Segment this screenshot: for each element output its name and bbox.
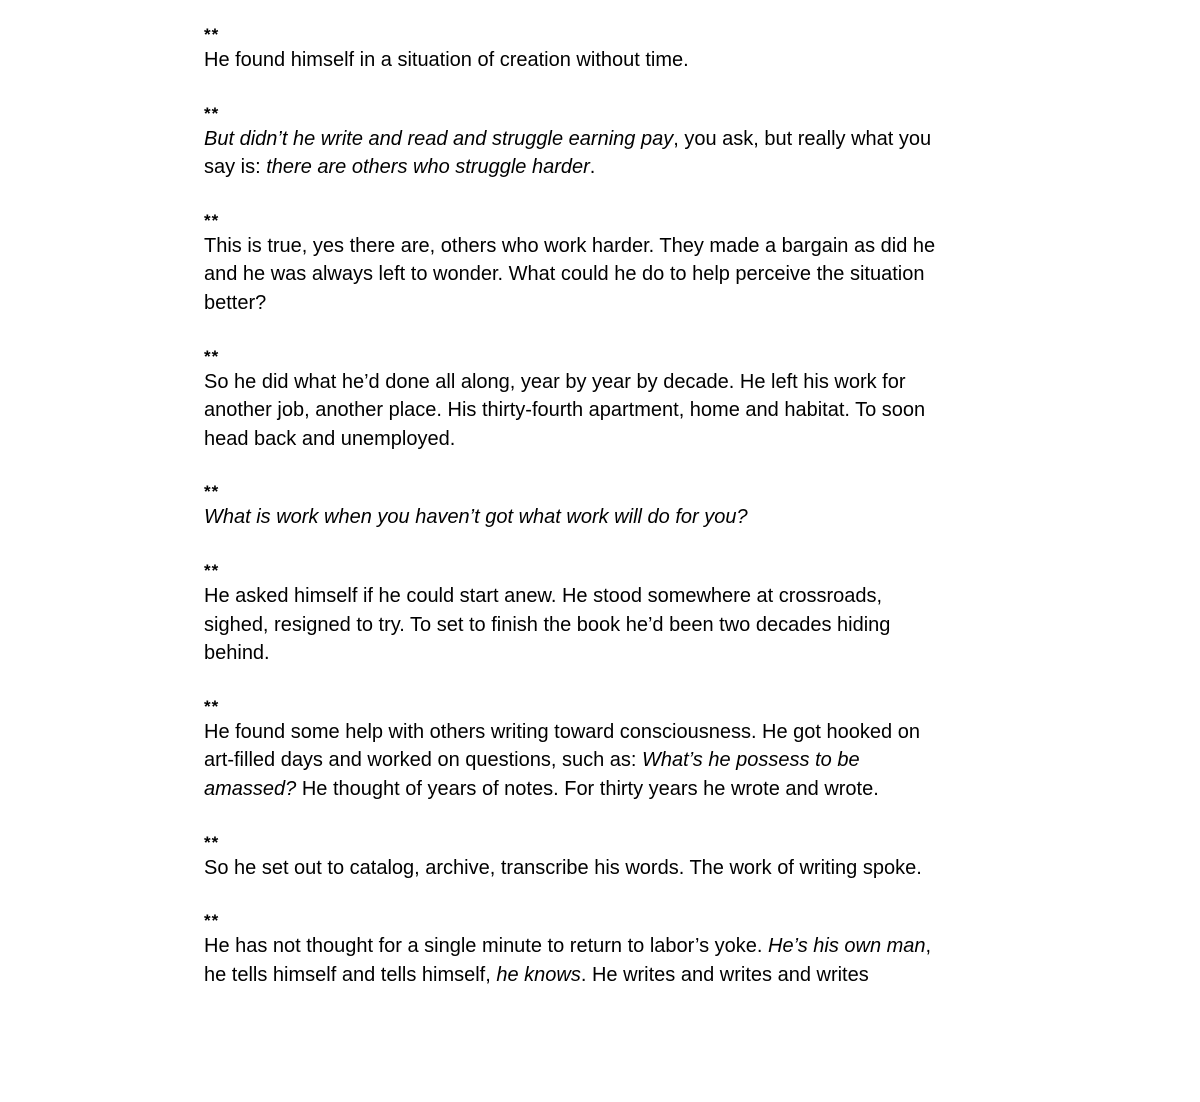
italic-run: But didn’t he write and read and struggle earning pay bbox=[204, 127, 674, 150]
section-separator: ** bbox=[204, 210, 220, 230]
section-separator: ** bbox=[204, 832, 220, 852]
section-separator: ** bbox=[204, 25, 220, 44]
section-8 bbox=[204, 832, 944, 883]
text-run: So he set out to catalog, archive, transcribe his words. The work of writing spoke. bbox=[204, 856, 922, 879]
text-run: . He writes and writes and writes bbox=[580, 963, 869, 986]
paragraph-7 bbox=[204, 718, 944, 804]
paragraph-9 bbox=[204, 932, 944, 989]
paragraph-8 bbox=[204, 854, 944, 883]
section-4 bbox=[204, 346, 944, 454]
text-run: He thought of years of notes. For thirty years he wrote and wrote. bbox=[296, 777, 879, 800]
paragraph-5 bbox=[204, 503, 944, 532]
text-run: This is true, yes there are, others who work harder. They made a bargain as did he and he was always left to wonder. What could he do to help perceive the situation better? bbox=[204, 234, 936, 314]
text-run: He has not thought for a single minute to return to labor’s yoke. bbox=[204, 935, 769, 958]
document-body bbox=[204, 24, 944, 1017]
italic-run: What is work when you haven’t got what work will do for you? bbox=[204, 506, 748, 529]
text-run: , you ask, but really what you say is: bbox=[204, 127, 932, 179]
section-1 bbox=[204, 24, 944, 75]
italic-run: there are others who struggle harder bbox=[266, 156, 590, 179]
paragraph-6 bbox=[204, 582, 944, 668]
italic-run: He’s his own man bbox=[768, 935, 926, 958]
section-separator: ** bbox=[204, 911, 220, 931]
section-7 bbox=[204, 696, 944, 804]
text-run: He asked himself if he could start anew. He stood somewhere at crossroads, sighed, resigned to try. To set to finish the book he’d been two decades hiding behind. bbox=[204, 584, 891, 665]
section-separator: ** bbox=[204, 482, 220, 502]
text-run: . bbox=[589, 156, 596, 179]
section-9 bbox=[204, 910, 944, 989]
section-separator: ** bbox=[204, 103, 220, 123]
section-3 bbox=[204, 210, 944, 318]
section-separator: ** bbox=[204, 560, 220, 580]
text-run: He found some help with others writing toward consciousness. He got hooked on art-filled days and worked on questions, such as: bbox=[204, 720, 920, 772]
text-run: He found himself in a situation of creation without time. bbox=[204, 49, 689, 71]
section-6 bbox=[204, 560, 944, 668]
italic-run: he knows bbox=[496, 963, 581, 986]
section-separator: ** bbox=[204, 346, 220, 366]
paragraph-4 bbox=[204, 368, 944, 454]
text-run: , he tells himself and tells himself, bbox=[204, 935, 932, 986]
section-2 bbox=[204, 103, 944, 182]
text-run: So he did what he’d done all along, year by year by decade. He left his work for another job, another place. His thirty-fourth apartment, home and habitat. To soon head back and unemployed. bbox=[204, 370, 926, 450]
section-5 bbox=[204, 481, 944, 532]
paragraph-2 bbox=[204, 125, 944, 182]
italic-run: What’s he possess to be amassed? bbox=[204, 749, 860, 800]
section-separator: ** bbox=[204, 696, 220, 716]
paragraph-3 bbox=[204, 232, 944, 318]
paragraph-1 bbox=[204, 46, 944, 75]
